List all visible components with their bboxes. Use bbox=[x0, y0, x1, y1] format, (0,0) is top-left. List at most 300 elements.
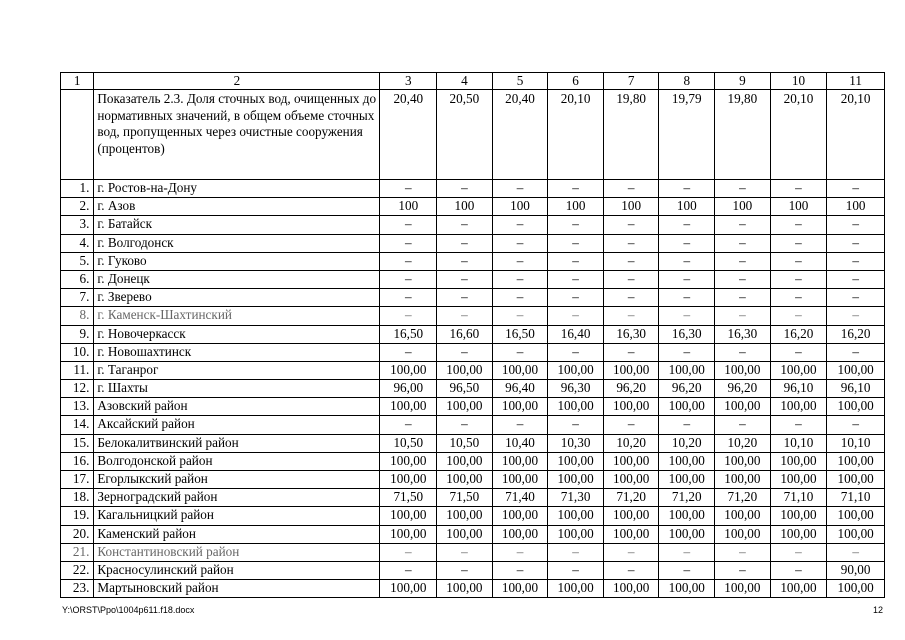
row-number: 16. bbox=[61, 452, 94, 470]
row-value: – bbox=[437, 307, 493, 325]
row-value: 71,50 bbox=[380, 489, 437, 507]
indicator-value: 20,10 bbox=[827, 90, 885, 180]
row-value: – bbox=[715, 252, 771, 270]
document-path: Y:\ORST\Ppo\1004p611.f18.docx bbox=[62, 605, 195, 615]
row-name: г. Новочеркасск bbox=[94, 325, 380, 343]
row-value: 100,00 bbox=[437, 471, 493, 489]
row-value: 100,00 bbox=[827, 507, 885, 525]
table-row bbox=[61, 216, 885, 234]
row-value: – bbox=[492, 270, 548, 288]
row-value: – bbox=[380, 252, 437, 270]
table-row bbox=[61, 561, 885, 579]
row-value: – bbox=[492, 289, 548, 307]
row-value: – bbox=[659, 252, 715, 270]
row-value: 100,00 bbox=[437, 580, 493, 598]
row-value: – bbox=[827, 180, 885, 198]
row-value: – bbox=[770, 543, 827, 561]
table-row bbox=[61, 489, 885, 507]
row-value: 16,60 bbox=[437, 325, 493, 343]
table-row bbox=[61, 307, 885, 325]
row-value: 71,10 bbox=[827, 489, 885, 507]
row-value: – bbox=[715, 343, 771, 361]
row-value: – bbox=[548, 561, 604, 579]
table-row bbox=[61, 343, 885, 361]
row-value: 100 bbox=[715, 198, 771, 216]
row-number: 23. bbox=[61, 580, 94, 598]
row-value: 96,20 bbox=[603, 380, 659, 398]
indicator-value: 19,80 bbox=[603, 90, 659, 180]
row-value: 100 bbox=[380, 198, 437, 216]
page-number: 12 bbox=[872, 605, 883, 615]
header-cell: 11 bbox=[827, 73, 885, 90]
row-value: 71,20 bbox=[603, 489, 659, 507]
row-value: 100,00 bbox=[492, 580, 548, 598]
row-value: – bbox=[380, 416, 437, 434]
row-number: 9. bbox=[61, 325, 94, 343]
row-number: 21. bbox=[61, 543, 94, 561]
indicator-label: Показатель 2.3. Доля сточных вод, очищенных до нормативных значений, в общем объеме сточных вод, пропущенных через очистные сооружения (процентов) bbox=[94, 90, 380, 180]
row-value: 10,10 bbox=[827, 434, 885, 452]
row-value: 100,00 bbox=[380, 525, 437, 543]
table-row bbox=[61, 398, 885, 416]
row-value: 100,00 bbox=[603, 398, 659, 416]
header-cell: 1 bbox=[61, 73, 94, 90]
header-cell: 4 bbox=[437, 73, 493, 90]
row-number: 5. bbox=[61, 252, 94, 270]
row-value: – bbox=[492, 416, 548, 434]
row-value: – bbox=[715, 289, 771, 307]
row-number: 1. bbox=[61, 180, 94, 198]
row-value: 10,10 bbox=[770, 434, 827, 452]
row-value: 100,00 bbox=[659, 361, 715, 379]
table-row bbox=[61, 416, 885, 434]
row-number: 10. bbox=[61, 343, 94, 361]
row-value: 100 bbox=[437, 198, 493, 216]
row-value: – bbox=[548, 252, 604, 270]
row-value: 71,40 bbox=[492, 489, 548, 507]
row-value: 100,00 bbox=[659, 525, 715, 543]
row-value: – bbox=[715, 416, 771, 434]
row-value: – bbox=[715, 307, 771, 325]
table-row bbox=[61, 452, 885, 470]
table-row bbox=[61, 270, 885, 288]
table-row bbox=[61, 543, 885, 561]
row-name: Кагальницкий район bbox=[94, 507, 380, 525]
row-name: Константиновский район bbox=[94, 543, 380, 561]
row-value: 90,00 bbox=[827, 561, 885, 579]
row-value: 100,00 bbox=[548, 398, 604, 416]
row-value: 100,00 bbox=[437, 525, 493, 543]
row-value: – bbox=[603, 270, 659, 288]
row-value: – bbox=[827, 416, 885, 434]
row-value: 100,00 bbox=[770, 361, 827, 379]
row-value: – bbox=[659, 343, 715, 361]
row-value: – bbox=[770, 180, 827, 198]
row-value: – bbox=[437, 270, 493, 288]
row-number: 20. bbox=[61, 525, 94, 543]
row-value: 10,20 bbox=[603, 434, 659, 452]
row-value: – bbox=[659, 234, 715, 252]
row-value: – bbox=[603, 252, 659, 270]
row-value: – bbox=[659, 270, 715, 288]
indicator-value: 20,10 bbox=[548, 90, 604, 180]
table-row bbox=[61, 180, 885, 198]
row-value: 100,00 bbox=[437, 452, 493, 470]
row-value: 71,30 bbox=[548, 489, 604, 507]
row-value: 100,00 bbox=[380, 471, 437, 489]
row-number: 19. bbox=[61, 507, 94, 525]
row-value: 96,40 bbox=[492, 380, 548, 398]
row-value: 96,00 bbox=[380, 380, 437, 398]
row-value: – bbox=[603, 307, 659, 325]
row-value: – bbox=[770, 343, 827, 361]
table-row bbox=[61, 198, 885, 216]
row-value: – bbox=[437, 180, 493, 198]
row-value: 100,00 bbox=[715, 525, 771, 543]
row-value: 71,20 bbox=[659, 489, 715, 507]
row-value: 100,00 bbox=[548, 471, 604, 489]
row-value: 100 bbox=[548, 198, 604, 216]
row-value: – bbox=[437, 543, 493, 561]
row-value: 16,40 bbox=[548, 325, 604, 343]
row-value: 16,20 bbox=[827, 325, 885, 343]
row-number: 13. bbox=[61, 398, 94, 416]
row-number: 17. bbox=[61, 471, 94, 489]
row-value: 100,00 bbox=[715, 452, 771, 470]
row-name: г. Волгодонск bbox=[94, 234, 380, 252]
row-number: 12. bbox=[61, 380, 94, 398]
table-row bbox=[61, 471, 885, 489]
row-value: – bbox=[659, 416, 715, 434]
row-value: – bbox=[380, 180, 437, 198]
table-row bbox=[61, 252, 885, 270]
table-row bbox=[61, 361, 885, 379]
row-value: – bbox=[380, 307, 437, 325]
table-row bbox=[61, 580, 885, 598]
row-name: Белокалитвинский район bbox=[94, 434, 380, 452]
row-value: 100,00 bbox=[659, 398, 715, 416]
row-value: 100,00 bbox=[770, 507, 827, 525]
row-value: – bbox=[380, 234, 437, 252]
row-value: 100,00 bbox=[827, 361, 885, 379]
row-name: Зерноградский район bbox=[94, 489, 380, 507]
row-value: 16,30 bbox=[659, 325, 715, 343]
row-name: г. Гуково bbox=[94, 252, 380, 270]
row-value: – bbox=[827, 343, 885, 361]
row-value: – bbox=[437, 216, 493, 234]
row-value: 100,00 bbox=[492, 471, 548, 489]
row-value: – bbox=[492, 234, 548, 252]
row-value: – bbox=[659, 543, 715, 561]
table-row bbox=[61, 289, 885, 307]
row-value: 100,00 bbox=[380, 580, 437, 598]
row-value: – bbox=[715, 543, 771, 561]
row-value: 100,00 bbox=[603, 580, 659, 598]
row-value: 100,00 bbox=[380, 452, 437, 470]
row-value: – bbox=[827, 270, 885, 288]
row-value: – bbox=[827, 252, 885, 270]
row-value: – bbox=[548, 307, 604, 325]
row-value: 16,50 bbox=[492, 325, 548, 343]
row-name: г. Донецк bbox=[94, 270, 380, 288]
row-value: – bbox=[437, 234, 493, 252]
row-value: – bbox=[603, 216, 659, 234]
row-value: – bbox=[770, 307, 827, 325]
row-name: г. Зверево bbox=[94, 289, 380, 307]
row-value: 100,00 bbox=[715, 398, 771, 416]
row-value: 100,00 bbox=[380, 398, 437, 416]
row-value: 10,50 bbox=[437, 434, 493, 452]
data-table bbox=[60, 72, 885, 598]
row-value: – bbox=[380, 343, 437, 361]
row-value: – bbox=[715, 561, 771, 579]
row-name: Аксайский район bbox=[94, 416, 380, 434]
row-value: 100,00 bbox=[715, 361, 771, 379]
row-name: Егорлыкский район bbox=[94, 471, 380, 489]
header-row bbox=[61, 73, 885, 90]
row-value: – bbox=[603, 180, 659, 198]
row-value: 100,00 bbox=[827, 580, 885, 598]
row-value: 100,00 bbox=[548, 361, 604, 379]
row-value: – bbox=[492, 252, 548, 270]
row-value: 100,00 bbox=[492, 507, 548, 525]
row-value: 100,00 bbox=[437, 507, 493, 525]
row-value: 100,00 bbox=[492, 452, 548, 470]
row-value: – bbox=[548, 270, 604, 288]
row-value: 100,00 bbox=[770, 525, 827, 543]
row-number: 14. bbox=[61, 416, 94, 434]
row-value: 100,00 bbox=[603, 452, 659, 470]
row-value: 96,30 bbox=[548, 380, 604, 398]
row-name: Красносулинский район bbox=[94, 561, 380, 579]
indicator-value: 20,10 bbox=[770, 90, 827, 180]
row-value: 71,20 bbox=[715, 489, 771, 507]
row-value: 100,00 bbox=[827, 452, 885, 470]
row-value: – bbox=[492, 180, 548, 198]
row-value: 100,00 bbox=[827, 525, 885, 543]
row-value: 100,00 bbox=[603, 471, 659, 489]
row-value: 100,00 bbox=[715, 580, 771, 598]
row-value: – bbox=[437, 252, 493, 270]
row-value: – bbox=[437, 289, 493, 307]
indicator-value: 20,40 bbox=[492, 90, 548, 180]
header-cell: 3 bbox=[380, 73, 437, 90]
row-value: 100,00 bbox=[770, 471, 827, 489]
row-value: 16,30 bbox=[715, 325, 771, 343]
row-number: 6. bbox=[61, 270, 94, 288]
row-value: 71,50 bbox=[437, 489, 493, 507]
row-value: – bbox=[827, 543, 885, 561]
row-value: 100,00 bbox=[548, 525, 604, 543]
table-row bbox=[61, 525, 885, 543]
row-value: 100,00 bbox=[492, 398, 548, 416]
row-value: – bbox=[770, 416, 827, 434]
row-value: 71,10 bbox=[770, 489, 827, 507]
row-value: – bbox=[827, 289, 885, 307]
row-name: г. Азов bbox=[94, 198, 380, 216]
row-number: 15. bbox=[61, 434, 94, 452]
table-row bbox=[61, 325, 885, 343]
header-cell: 8 bbox=[659, 73, 715, 90]
row-value: 100,00 bbox=[770, 580, 827, 598]
row-value: 16,50 bbox=[380, 325, 437, 343]
row-value: – bbox=[548, 416, 604, 434]
row-value: 100,00 bbox=[770, 452, 827, 470]
row-value: 96,10 bbox=[770, 380, 827, 398]
row-number: 2. bbox=[61, 198, 94, 216]
row-value: – bbox=[603, 289, 659, 307]
table-row bbox=[61, 234, 885, 252]
row-value: – bbox=[603, 561, 659, 579]
header-cell: 5 bbox=[492, 73, 548, 90]
row-value: – bbox=[659, 180, 715, 198]
row-name: Волгодонской район bbox=[94, 452, 380, 470]
table-row bbox=[61, 434, 885, 452]
row-value: – bbox=[715, 180, 771, 198]
header-cell: 7 bbox=[603, 73, 659, 90]
row-name: г. Новошахтинск bbox=[94, 343, 380, 361]
row-value: 100 bbox=[492, 198, 548, 216]
header-cell: 9 bbox=[715, 73, 771, 90]
row-value: – bbox=[492, 343, 548, 361]
row-value: – bbox=[492, 543, 548, 561]
row-value: 100,00 bbox=[603, 361, 659, 379]
row-name: г. Шахты bbox=[94, 380, 380, 398]
row-value: – bbox=[659, 216, 715, 234]
row-value: – bbox=[548, 343, 604, 361]
row-value: 100,00 bbox=[548, 507, 604, 525]
table-body bbox=[61, 73, 885, 598]
row-number: 4. bbox=[61, 234, 94, 252]
row-value: 100,00 bbox=[437, 398, 493, 416]
row-value: 100,00 bbox=[715, 471, 771, 489]
row-value: – bbox=[380, 543, 437, 561]
row-value: 100,00 bbox=[380, 507, 437, 525]
indicator-row bbox=[61, 90, 885, 180]
row-value: – bbox=[770, 289, 827, 307]
row-value: – bbox=[380, 561, 437, 579]
row-value: 100,00 bbox=[492, 525, 548, 543]
row-value: – bbox=[770, 216, 827, 234]
row-value: 100,00 bbox=[715, 507, 771, 525]
row-value: 100 bbox=[659, 198, 715, 216]
row-value: – bbox=[715, 216, 771, 234]
row-value: 100,00 bbox=[603, 525, 659, 543]
row-value: – bbox=[437, 561, 493, 579]
row-value: 10,20 bbox=[715, 434, 771, 452]
row-value: – bbox=[437, 343, 493, 361]
row-value: 16,30 bbox=[603, 325, 659, 343]
row-value: – bbox=[770, 252, 827, 270]
row-value: – bbox=[659, 289, 715, 307]
row-value: – bbox=[659, 307, 715, 325]
row-value: – bbox=[492, 561, 548, 579]
table-row bbox=[61, 380, 885, 398]
header-cell: 2 bbox=[94, 73, 380, 90]
row-value: 100,00 bbox=[827, 398, 885, 416]
indicator-value: 19,80 bbox=[715, 90, 771, 180]
indicator-value: 20,50 bbox=[437, 90, 493, 180]
row-value: – bbox=[659, 561, 715, 579]
row-name: г. Каменск-Шахтинский bbox=[94, 307, 380, 325]
row-value: 100,00 bbox=[827, 471, 885, 489]
row-value: 96,20 bbox=[659, 380, 715, 398]
row-value: – bbox=[380, 270, 437, 288]
row-value: 10,40 bbox=[492, 434, 548, 452]
indicator-index bbox=[61, 90, 94, 180]
row-name: Азовский район bbox=[94, 398, 380, 416]
row-value: – bbox=[603, 416, 659, 434]
row-number: 8. bbox=[61, 307, 94, 325]
row-number: 7. bbox=[61, 289, 94, 307]
row-value: 100,00 bbox=[659, 452, 715, 470]
row-value: 16,20 bbox=[770, 325, 827, 343]
header-cell: 10 bbox=[770, 73, 827, 90]
row-value: 100,00 bbox=[770, 398, 827, 416]
row-value: – bbox=[548, 289, 604, 307]
row-number: 11. bbox=[61, 361, 94, 379]
row-value: – bbox=[492, 307, 548, 325]
row-value: – bbox=[437, 416, 493, 434]
row-value: – bbox=[827, 216, 885, 234]
row-value: 100 bbox=[603, 198, 659, 216]
row-name: г. Таганрог bbox=[94, 361, 380, 379]
indicator-value: 19,79 bbox=[659, 90, 715, 180]
row-name: Каменский район bbox=[94, 525, 380, 543]
row-value: – bbox=[770, 561, 827, 579]
row-value: 96,20 bbox=[715, 380, 771, 398]
row-value: – bbox=[603, 343, 659, 361]
row-number: 18. bbox=[61, 489, 94, 507]
row-name: г. Ростов-на-Дону bbox=[94, 180, 380, 198]
row-value: – bbox=[548, 234, 604, 252]
row-value: 100,00 bbox=[603, 507, 659, 525]
row-value: 100,00 bbox=[659, 471, 715, 489]
row-value: 100,00 bbox=[548, 452, 604, 470]
row-value: – bbox=[380, 216, 437, 234]
row-value: – bbox=[603, 234, 659, 252]
row-value: 100,00 bbox=[437, 361, 493, 379]
row-value: – bbox=[770, 234, 827, 252]
row-value: 100 bbox=[827, 198, 885, 216]
row-value: 100,00 bbox=[659, 580, 715, 598]
row-value: – bbox=[548, 543, 604, 561]
row-value: 96,10 bbox=[827, 380, 885, 398]
row-value: – bbox=[380, 289, 437, 307]
row-value: 100,00 bbox=[492, 361, 548, 379]
row-value: 100,00 bbox=[659, 507, 715, 525]
row-value: – bbox=[827, 234, 885, 252]
row-value: – bbox=[492, 216, 548, 234]
row-name: Мартыновский район bbox=[94, 580, 380, 598]
row-value: – bbox=[548, 216, 604, 234]
row-value: – bbox=[770, 270, 827, 288]
row-value: 10,20 bbox=[659, 434, 715, 452]
indicator-value: 20,40 bbox=[380, 90, 437, 180]
row-value: – bbox=[715, 234, 771, 252]
row-value: 96,50 bbox=[437, 380, 493, 398]
row-value: 10,50 bbox=[380, 434, 437, 452]
row-value: 100 bbox=[770, 198, 827, 216]
header-cell: 6 bbox=[548, 73, 604, 90]
row-number: 22. bbox=[61, 561, 94, 579]
row-value: 100,00 bbox=[548, 580, 604, 598]
row-value: 100,00 bbox=[380, 361, 437, 379]
row-value: – bbox=[827, 307, 885, 325]
row-value: – bbox=[548, 180, 604, 198]
row-name: г. Батайск bbox=[94, 216, 380, 234]
row-value: – bbox=[603, 543, 659, 561]
